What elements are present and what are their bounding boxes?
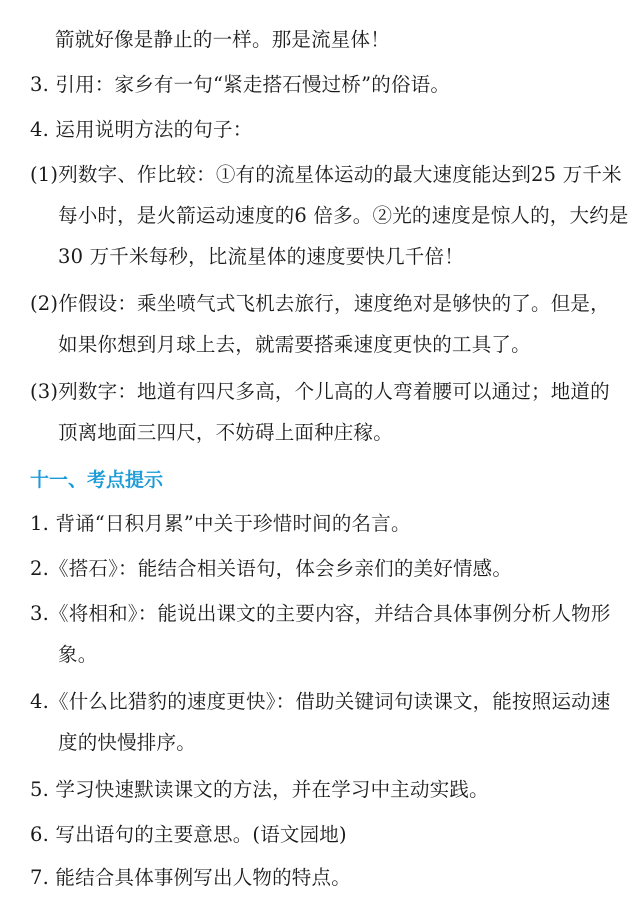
tip-3-line-1: 3.《将相和》：能说出课文的主要内容，并结合具体事例分析人物形 — [30, 602, 611, 625]
sub-item-1-line-2: 每小时，是火箭运动速度的6 倍多。②光的速度是惊人的，大约是 — [58, 204, 629, 227]
sub-item-3-line-1: (3)列数字：地道有四尺多高，个儿高的人弯着腰可以通过；地道的 — [30, 380, 610, 403]
tip-1: 1. 背诵“日积月累”中关于珍惜时间的名言。 — [30, 512, 411, 535]
sub-item-1-line-3: 30 万千米每秒，比流星体的速度要快几千倍！ — [58, 245, 464, 268]
tip-2: 2.《搭石》：能结合相关语句，体会乡亲们的美好情感。 — [30, 557, 513, 580]
sub-item-2-line-1: (2)作假设：乘坐喷气式飞机去旅行，速度绝对是够快的了。但是， — [30, 292, 610, 315]
item-3-quote: 3. 引用：家乡有一句“紧走搭石慢过桥”的俗语。 — [30, 73, 451, 96]
sub-item-1-line-1: (1)列数字、作比较：①有的流星体运动的最大速度能达到25 万千米 — [30, 163, 622, 186]
tip-6: 6. 写出语句的主要意思。(语文园地) — [30, 823, 347, 846]
tip-7: 7. 能结合具体事例写出人物的特点。 — [30, 866, 351, 889]
tip-4-line-1: 4.《什么比猎豹的速度更快》：借助关键词句读课文，能按照运动速 — [30, 690, 611, 713]
tip-3-line-2: 象。 — [58, 643, 98, 666]
item-4-explanation-methods: 4. 运用说明方法的句子： — [30, 118, 253, 141]
tip-4-line-2: 度的快慢排序。 — [58, 731, 196, 754]
sub-item-2-line-2: 如果你想到月球上去，就需要搭乘速度更快的工具了。 — [58, 333, 531, 356]
section-heading-key-points: 十一、考点提示 — [30, 469, 164, 491]
text-line-meteor-end: 箭就好像是静止的一样。那是流星体！ — [55, 28, 390, 51]
sub-item-3-line-2: 顶离地面三四尺，不妨碍上面种庄稼。 — [58, 421, 393, 444]
tip-5: 5. 学习快速默读课文的方法，并在学习中主动实践。 — [30, 778, 489, 801]
